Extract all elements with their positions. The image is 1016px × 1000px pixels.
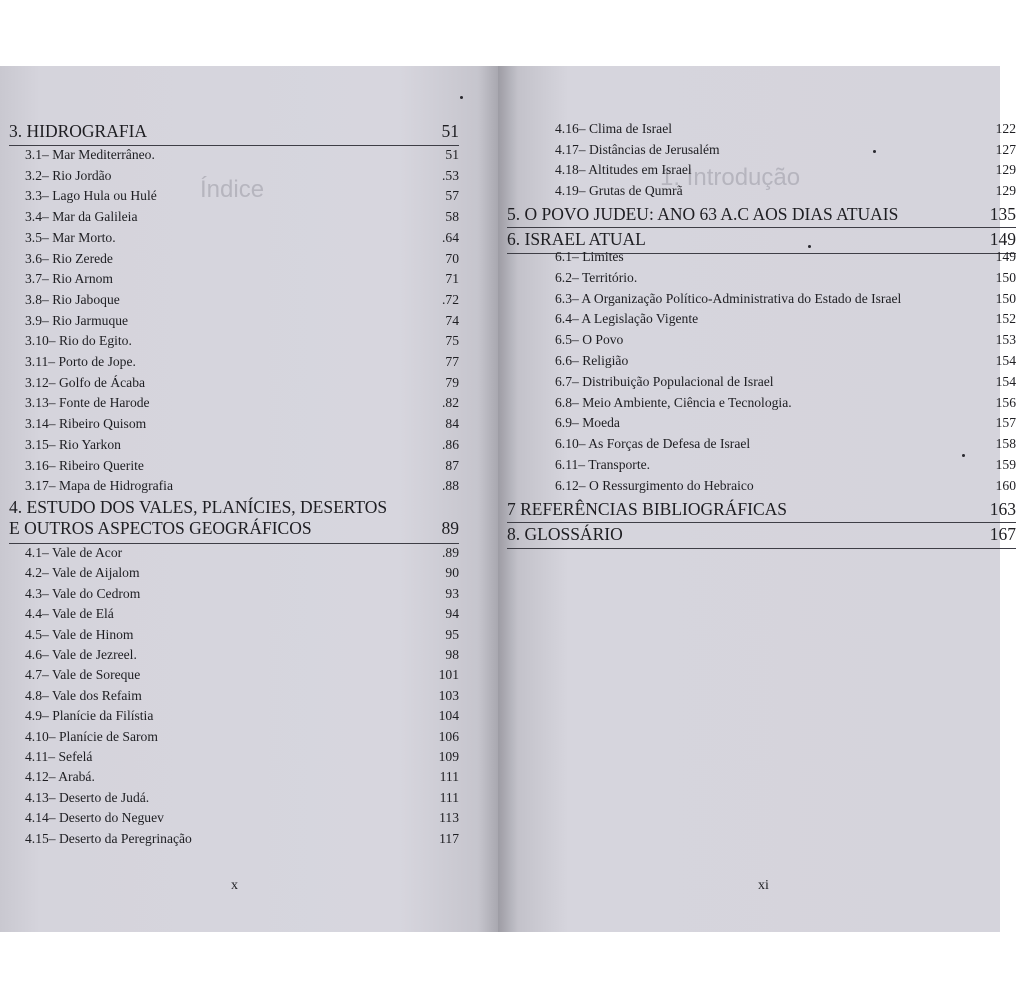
toc-entry — [25, 545, 459, 561]
toc-entry — [25, 647, 459, 663]
entry-title: 4.5– Vale de Hinom — [25, 626, 134, 642]
toc-entry — [25, 437, 459, 453]
entry-page: 77 — [445, 354, 459, 369]
entry-page: 127 — [995, 141, 1016, 157]
toc-entry — [25, 147, 459, 163]
toc-entry — [25, 395, 459, 411]
entry-title: 8. GLOSSÁRIO — [507, 524, 623, 544]
toc-entry — [555, 183, 1016, 199]
toc-entry — [25, 333, 459, 349]
entry-page: 113 — [439, 810, 459, 826]
toc-entry — [25, 292, 459, 308]
entry-page: 71 — [445, 271, 459, 287]
toc-entry — [25, 375, 459, 391]
section-heading: 4. ESTUDO DOS VALES, PLANÍCIES, DESERTOS — [9, 497, 388, 517]
entry-title: 3.13– Fonte de Harode — [25, 395, 150, 411]
toc-entry — [25, 831, 459, 847]
entry-title: 6.7– Distribuição Populacional de Israel — [555, 373, 774, 389]
entry-page: 75 — [445, 333, 459, 349]
entry-title: 6.6– Religião — [555, 353, 629, 368]
bleed-through-heading: Índice — [200, 176, 265, 203]
toc-entry — [555, 291, 1016, 307]
entry-title: 4.9– Planície da Filístia — [25, 708, 154, 724]
toc-entry — [25, 688, 459, 704]
entry-title: 6.1– Limites — [555, 249, 624, 264]
toc-entry — [555, 121, 1016, 137]
entry-page: 74 — [445, 312, 459, 328]
section-rule — [9, 543, 459, 544]
entry-page: 129 — [995, 182, 1016, 198]
entry-page: .72 — [442, 291, 459, 307]
toc-entry — [25, 790, 459, 806]
toc-entry — [25, 708, 459, 724]
toc-entry — [555, 249, 1016, 265]
entry-page: 98 — [445, 647, 459, 662]
entry-page: 106 — [438, 728, 459, 744]
entry-page: 150 — [995, 290, 1016, 306]
toc-entry — [555, 395, 1016, 411]
entry-title: 4.19– Grutas de Qumrã — [555, 182, 683, 198]
entry-page: 90 — [445, 565, 459, 581]
toc-entry — [555, 374, 1016, 390]
entry-title: 3.17– Mapa de Hidrografia — [25, 478, 173, 494]
entry-page: 117 — [439, 830, 459, 846]
entry-title: 4.1– Vale de Acor — [25, 545, 123, 560]
entry-page: 135 — [989, 204, 1016, 224]
ink-speck — [873, 150, 876, 153]
entry-title: 3.10– Rio do Egito. — [25, 333, 132, 349]
entry-title: 5. O POVO JUDEU: ANO 63 A.C AOS DIAS ATUAIS — [507, 204, 899, 224]
toc-entry — [555, 353, 1016, 369]
entry-title: 3. HIDROGRAFIA — [9, 121, 148, 141]
entry-page: 84 — [445, 416, 459, 432]
toc-entry — [25, 667, 459, 683]
toc-entry — [25, 168, 459, 184]
entry-page: 150 — [995, 269, 1016, 285]
entry-title: 6. ISRAEL ATUAL — [507, 229, 646, 249]
section-rule — [507, 227, 1016, 228]
ink-speck — [808, 245, 811, 248]
entry-page: 93 — [445, 585, 459, 601]
entry-page: .64 — [442, 229, 459, 245]
entry-page: .53 — [442, 167, 459, 183]
page-number: xi — [758, 878, 769, 893]
ink-speck — [460, 96, 463, 99]
entry-page: .89 — [442, 545, 459, 560]
entry-title: 4.7– Vale de Soreque — [25, 667, 141, 683]
entry-title: 3.4– Mar da Galileia — [25, 209, 138, 225]
entry-title: 7 REFERÊNCIAS BIBLIOGRÁFICAS — [507, 499, 788, 519]
toc-entry — [25, 627, 459, 643]
entry-title: 3.14– Ribeiro Quisom — [25, 416, 147, 432]
entry-page: 70 — [445, 250, 459, 266]
entry-title: 4.14– Deserto do Neguev — [25, 810, 164, 826]
entry-title: 4.3– Vale do Cedrom — [25, 585, 141, 601]
entry-page: 79 — [445, 374, 459, 390]
entry-page: 152 — [995, 311, 1016, 327]
entry-page: 111 — [439, 769, 459, 785]
toc-entry — [555, 162, 1016, 178]
entry-title: 6.5– O Povo — [555, 332, 624, 348]
entry-title: 4.11– Sefelá — [25, 749, 93, 764]
entry-page: 103 — [438, 687, 459, 703]
section-rule — [507, 548, 1016, 549]
entry-title: 6.2– Território. — [555, 269, 638, 285]
entry-page: 157 — [995, 415, 1016, 431]
toc-entry — [25, 188, 459, 204]
entry-title: 4.2– Vale de Aijalom — [25, 565, 140, 581]
entry-title: 6.10– As Forças de Defesa de Israel — [555, 436, 751, 452]
entry-page: 154 — [995, 353, 1016, 368]
entry-page: 51 — [445, 147, 459, 162]
entry-title: 3.11– Porto de Jope. — [25, 354, 136, 369]
entry-page: 57 — [445, 188, 459, 204]
entry-page: 122 — [995, 121, 1016, 136]
entry-page: .86 — [442, 436, 459, 452]
toc-entry — [25, 416, 459, 432]
entry-page: 104 — [438, 708, 459, 724]
entry-page: 58 — [445, 209, 459, 225]
toc-entry — [25, 565, 459, 581]
entry-title: 4.8– Vale dos Refaim — [25, 687, 142, 703]
toc-entry — [25, 586, 459, 602]
entry-title: 4.18– Altitudes em Israel — [555, 162, 692, 177]
entry-title: 3.12– Golfo de Ácaba — [25, 374, 146, 390]
section-heading — [507, 499, 1016, 520]
entry-page: 129 — [995, 162, 1016, 177]
entry-page: 159 — [995, 457, 1016, 472]
toc-entry — [25, 769, 459, 785]
entry-page: 149 — [989, 229, 1016, 249]
entry-page: 167 — [989, 524, 1016, 544]
entry-title: 4.6– Vale de Jezreel. — [25, 647, 137, 662]
entry-title: 6.12– O Ressurgimento do Hebraico — [555, 477, 754, 493]
toc-entry — [25, 478, 459, 494]
bleed-through-heading: 1. Introdução — [660, 164, 801, 191]
toc-entry — [25, 209, 459, 225]
entry-title: 3.8– Rio Jaboque — [25, 291, 120, 307]
entry-page: 154 — [995, 373, 1016, 389]
toc-entry — [25, 313, 459, 329]
section-heading — [9, 121, 459, 142]
toc-entry — [25, 271, 459, 287]
entry-page: 149 — [995, 249, 1016, 264]
entry-title: 4.15– Deserto da Peregrinação — [25, 830, 192, 846]
toc-entry — [25, 251, 459, 267]
entry-page: 51 — [441, 121, 459, 141]
entry-page: 158 — [995, 436, 1016, 452]
entry-page: 109 — [438, 749, 459, 764]
entry-title: E OUTROS ASPECTOS GEOGRÁFICOS — [9, 518, 312, 538]
entry-title: 6.3– A Organização Político-Administrativa do Estado de Israel — [555, 290, 902, 306]
right-page — [498, 66, 1016, 932]
section-heading — [507, 204, 1016, 225]
section-heading — [507, 524, 1016, 545]
entry-page: .88 — [442, 478, 459, 494]
toc-entry — [555, 142, 1016, 158]
section-heading — [507, 229, 1016, 250]
toc-entry — [25, 230, 459, 246]
toc-entry — [555, 415, 1016, 431]
entry-title: 3.9– Rio Jarmuque — [25, 312, 129, 328]
entry-page: 153 — [995, 332, 1016, 348]
entry-page: 160 — [995, 477, 1016, 493]
toc-entry — [555, 311, 1016, 327]
entry-title: 3.1– Mar Mediterrâneo. — [25, 147, 155, 162]
toc-entry — [555, 478, 1016, 494]
entry-page: 163 — [989, 499, 1016, 519]
entry-page: 89 — [441, 518, 459, 538]
entry-title: 6.8– Meio Ambiente, Ciência e Tecnologia. — [555, 394, 792, 410]
left-page — [0, 66, 498, 932]
toc-entry — [555, 270, 1016, 286]
toc-entry — [25, 354, 459, 370]
entry-page: 94 — [445, 606, 459, 622]
toc-entry — [25, 729, 459, 745]
section-rule — [9, 145, 459, 146]
section-heading — [9, 518, 459, 539]
entry-title: 4.4– Vale de Elá — [25, 606, 114, 622]
toc-entry — [25, 458, 459, 474]
entry-page: 111 — [439, 789, 459, 805]
entry-page: 101 — [438, 667, 459, 683]
entry-title: 6.4– A Legislação Vigente — [555, 311, 699, 327]
toc-entry — [25, 749, 459, 765]
toc-entry — [555, 436, 1016, 452]
toc-entry — [25, 810, 459, 826]
entry-page: 156 — [995, 394, 1016, 410]
entry-title: 4.17– Distâncias de Jerusalém — [555, 141, 720, 157]
toc-entry — [555, 457, 1016, 473]
entry-title: 3.16– Ribeiro Querite — [25, 457, 144, 473]
entry-title: 3.15– Rio Yarkon — [25, 436, 121, 452]
open-book — [0, 66, 1016, 932]
entry-title: 4.10– Planície de Sarom — [25, 728, 158, 744]
page-number: x — [231, 878, 238, 893]
entry-title: 3.7– Rio Arnom — [25, 271, 113, 287]
entry-page: 87 — [445, 457, 459, 473]
entry-title: 3.2– Rio Jordão — [25, 167, 112, 183]
entry-title: 4.16– Clima de Israel — [555, 121, 673, 136]
entry-title: 3.3– Lago Hula ou Hulé — [25, 188, 157, 204]
toc-entry — [25, 606, 459, 622]
entry-title: 4.13– Deserto de Judá. — [25, 789, 150, 805]
toc-entry — [555, 332, 1016, 348]
entry-page: .82 — [442, 395, 459, 411]
entry-title: 6.11– Transporte. — [555, 457, 651, 472]
entry-page: 95 — [445, 626, 459, 642]
entry-title: 3.6– Rio Zerede — [25, 250, 113, 266]
entry-title: 6.9– Moeda — [555, 415, 620, 431]
entry-title: 3.5– Mar Morto. — [25, 229, 116, 245]
section-rule — [507, 522, 1016, 523]
entry-title: 4.12– Arabá. — [25, 769, 95, 785]
ink-speck — [962, 454, 965, 457]
